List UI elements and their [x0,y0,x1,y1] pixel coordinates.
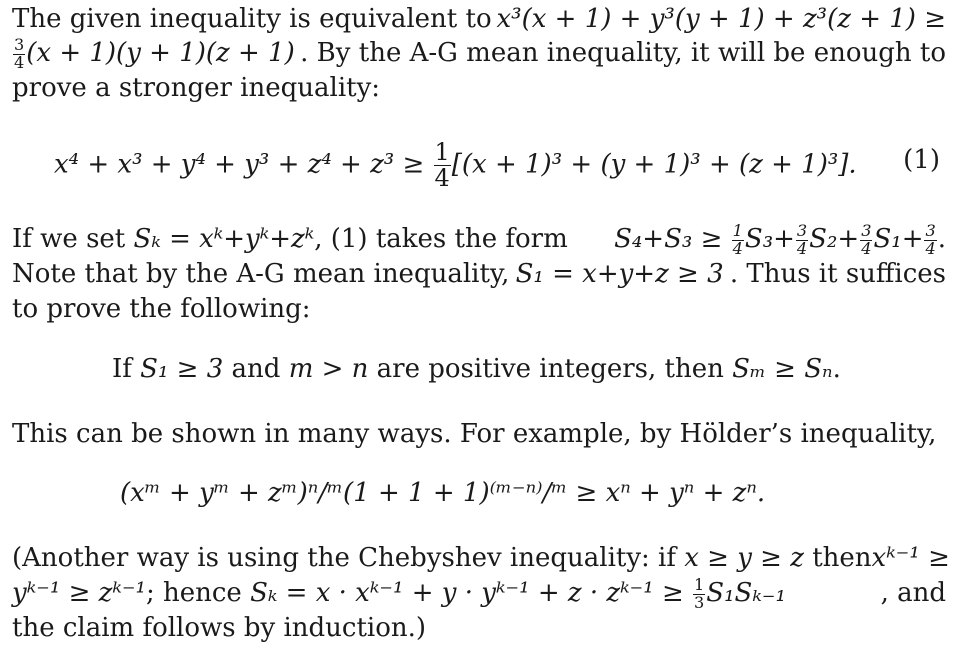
math-inline [614,222,946,257]
equation-1 [54,140,857,191]
math-inline: x³(x + 1) + y³(y + 1) + z³(z + 1) ≥ [496,4,946,34]
para3-line1: This can be shown in many ways. For example, by Hölder’s inequality, [12,419,937,449]
frac-num: 3 [861,220,872,240]
claim-text: are positive integers, then [368,354,733,384]
frac-num: 1 [694,574,705,594]
math-inline: Sₖ = xᵏ+yᵏ+zᵏ [133,224,315,254]
para4-line1 [12,541,950,576]
eq1-fraction [434,140,451,191]
para1-line1 [12,2,946,37]
claim-text: . [832,354,841,384]
frac-den: 4 [434,164,450,193]
frac-num: 3 [796,220,808,240]
para4-text: ; hence [145,578,251,608]
para4-text: , and [880,578,946,608]
math-inline: S₁Sₖ₋₁ [706,578,786,608]
para2-line3: to prove the following: [12,294,311,324]
eq1-rhs: [(x + 1)³ + (y + 1)³ + (z + 1)³]. [451,149,857,180]
para4-line2 [12,576,946,611]
para1-text: . By the A-G mean inequality, it will be enough to [300,38,946,68]
frac-den: 4 [14,52,25,72]
math-inline: S₁ = x+y+z ≥ 3 [515,259,724,289]
math-inline: S₁ ≥ 3 [140,354,224,384]
frac-den: 4 [796,238,808,258]
fraction [860,220,872,258]
para4-text: then [803,543,872,573]
para1-line3: prove a stronger inequality: [12,73,381,103]
math-inline: m > n [288,354,369,384]
math-part: . [937,224,946,254]
frac-num: 1 [434,138,450,166]
claim-text: If [112,354,141,384]
fraction [796,220,808,258]
frac-num: 3 [14,34,25,54]
para4-line3: the claim follows by induction.) [12,613,427,643]
math-inline: xᵏ⁻¹ ≥ [871,543,950,573]
frac-den: 3 [694,592,705,612]
equation-holder: (xᵐ + yᵐ + zᵐ)ⁿ/ᵐ(1 + 1 + 1)⁽ᵐ⁻ⁿ⁾/ᵐ ≥ xⁿ + yⁿ + zⁿ. [120,478,766,508]
para2-text: . Thus it suffices [729,259,946,289]
claim [112,354,841,384]
math-inline: Sₖ = x · xᵏ⁻¹ + y · yᵏ⁻¹ + z · zᵏ⁻¹ ≥ [250,578,693,608]
para2-line1 [12,222,946,257]
fraction [924,220,936,258]
equation-number: (1) [903,145,940,175]
fraction [13,34,25,72]
math-part: S₄+S₃ ≥ [614,224,731,254]
math-inline: x ≥ y ≥ z [684,543,804,573]
frac-den: 4 [861,238,872,258]
para2-text: , (1) takes the form [314,224,568,254]
frac-num: 1 [732,220,743,240]
math-inline: (x + 1)(y + 1)(z + 1) [26,38,295,68]
claim-text: and [223,354,289,384]
math-part: S₃+ [744,224,795,254]
math-inline: yᵏ⁻¹ ≥ zᵏ⁻¹ [12,578,146,608]
para2-line2 [12,257,946,292]
fraction [693,574,705,612]
frac-den: 4 [732,238,743,258]
para1-line2 [12,36,946,71]
frac-num: 3 [925,220,936,240]
para1-text: The given inequality is equivalent to [12,4,492,34]
math-inline: Sₘ ≥ Sₙ [732,354,833,384]
eq1-lhs: x⁴ + x³ + y⁴ + y³ + z⁴ + z³ ≥ [54,149,433,180]
para4-text: (Another way is using the Chebyshev inequality: if [12,543,685,573]
fraction [732,220,744,258]
para2-text: If we set [12,224,134,254]
math-part: S₂+ [809,224,860,254]
para2-text: Note that by the A-G mean inequality, [12,259,510,289]
math-part: S₁+ [873,224,924,254]
frac-den: 4 [925,238,936,258]
